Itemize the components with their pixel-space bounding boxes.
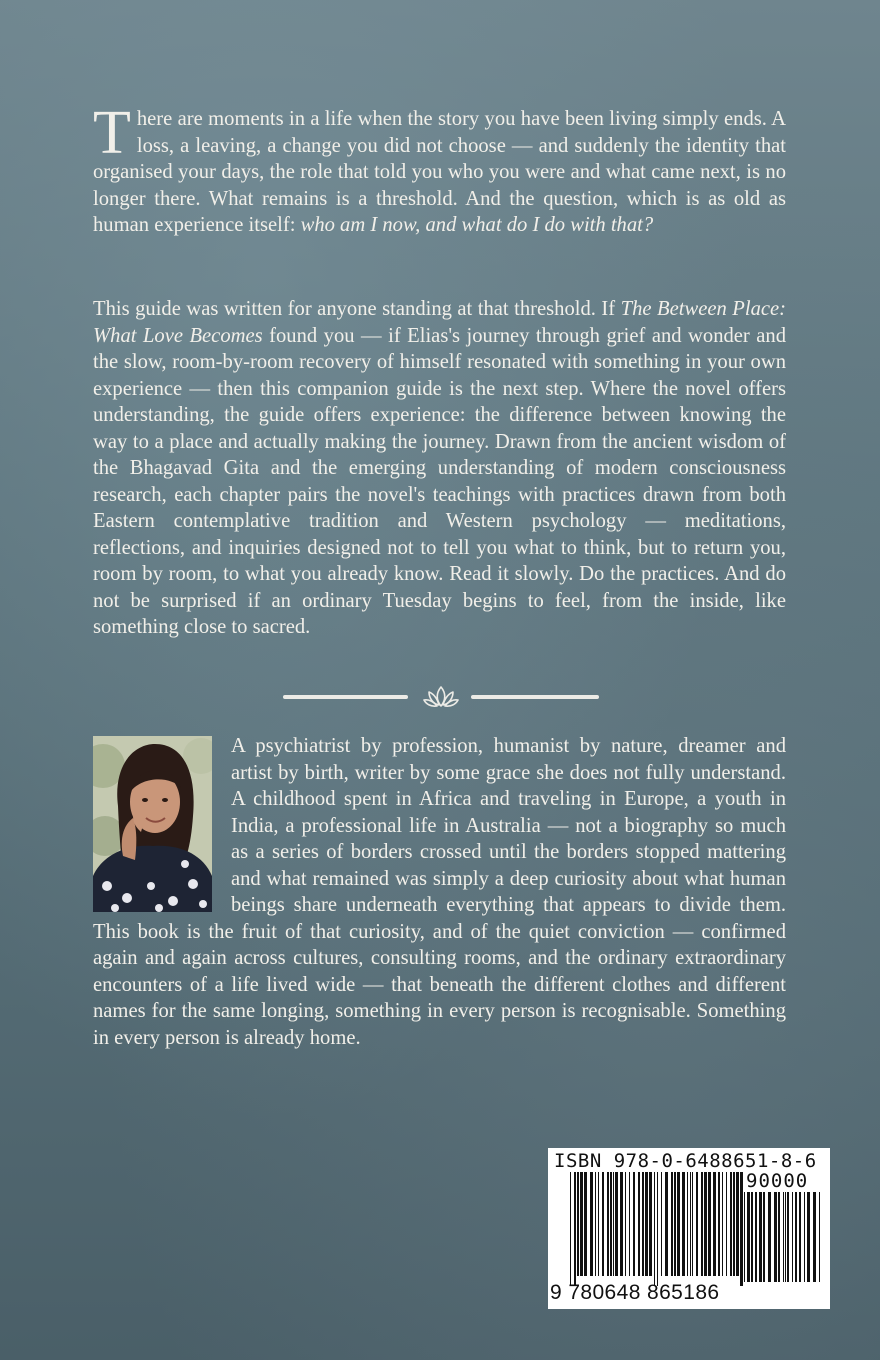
intro-paragraph-1-text: here are moments in a life when the story you have been living simply ends. A loss, a leaving, a change you did not choose — and suddenly the identity that organised your days, the role that told you who you were and what came next, is no longer there. What remains is a threshold. And the question, which is as old as human experience itself: [93, 108, 786, 236]
barcode-bar [633, 1172, 635, 1276]
divider-line-left [283, 695, 408, 699]
barcode-bar [733, 1172, 735, 1276]
barcode-bar [747, 1192, 750, 1282]
barcode-bar [595, 1172, 596, 1276]
barcode-bar [785, 1192, 786, 1282]
barcode-bar [759, 1192, 762, 1282]
barcode-bar [690, 1172, 691, 1276]
barcode-bar [598, 1172, 599, 1276]
barcode-bar [701, 1172, 703, 1276]
price-code: 90000 [746, 1170, 809, 1192]
divider-line-right [471, 695, 599, 699]
novel-title: The Between Place: What Love Becomes [93, 298, 787, 347]
barcode-bar [629, 1172, 630, 1276]
barcode-bar [687, 1172, 688, 1276]
barcode-bar [736, 1172, 739, 1276]
drop-cap: T [93, 99, 131, 167]
barcode-bar [726, 1172, 727, 1276]
barcode-bar [602, 1172, 604, 1276]
author-section [93, 733, 786, 1051]
barcode-bar [674, 1172, 676, 1276]
barcode-bar [792, 1192, 793, 1282]
barcode-bar [778, 1192, 780, 1282]
intro-paragraph-2-body: found you — if Elias's journey through grief and wonder and the slow, room-by-room recovery of himself resonated with something in your own experience — then this companion guide is the next step. Where the novel offers understanding, the guide offers experience: the difference between knowing the way to a place and actually making the journey. Drawn from the ancient wisdom of the Bhagavad Gita and the emerging understanding of modern consciousness research, each chapter pairs the novel's teachings with practices drawn from both Eastern contemplative tradition and Western psychology — meditations, reflections, and inquiries designed not to tell you what to think, but to return you, room by room, to what you already know. Read it slowly. Do the practices. And do not be surprised if an ordinary Tuesday begins to feel, from the inside, like something close to sacred. [93, 324, 786, 638]
barcode-bar [610, 1172, 612, 1276]
barcode-bar [740, 1172, 743, 1286]
barcode-bar [574, 1172, 576, 1286]
barcode-bar [813, 1192, 816, 1282]
barcode-bar [657, 1172, 658, 1286]
barcode-bar [713, 1172, 716, 1276]
barcode-bar [625, 1172, 626, 1276]
barcode-bar [671, 1172, 673, 1276]
barcode-bar [590, 1172, 593, 1276]
intro-paragraph-2 [93, 296, 786, 641]
barcode-bar [570, 1172, 571, 1286]
barcode-bar [649, 1172, 652, 1276]
barcode-bar [615, 1172, 618, 1276]
intro-paragraph-2-lead: This guide was written for anyone standing at that threshold. If [93, 298, 621, 320]
barcode-bar [795, 1192, 797, 1282]
barcode-bar [584, 1172, 587, 1276]
barcode-bar [718, 1172, 720, 1276]
intro-question: who am I now, and what do I do with that? [300, 214, 654, 236]
barcode-bar [696, 1172, 698, 1276]
barcode-bar [654, 1172, 655, 1286]
barcode-bar [807, 1192, 810, 1282]
barcode-bar [819, 1192, 820, 1282]
barcode-bar [677, 1172, 680, 1276]
lotus-icon [423, 683, 459, 711]
author-bio: A psychiatrist by profession, humanist by nature, dreamer and artist by birth, writer by some grace she does not fully understand. A childhood spent in Africa and traveling in Europe, a youth in India, a professional life in Australia — not a biography so much as a series of borders crossed until the borders stopped mattering and what remained was simply a deep curiosity about what human beings share underneath everything that appears to divide them. This book is the fruit of that curiosity, and of the quiet conviction — confirmed again and again across cultures, consulting rooms, and the ordinary extraordinary encounters of a life lived wide — that beneath the different clothes and different names for the same longing, something in every person is recognisable. Something in every person is already home. [93, 735, 786, 1049]
barcode-bar [645, 1172, 648, 1276]
barcode-bar [708, 1172, 711, 1276]
barcode-bar [620, 1172, 623, 1276]
barcode-bar [768, 1192, 771, 1282]
barcode-bar [682, 1172, 685, 1276]
barcode-bar [763, 1192, 765, 1282]
barcode-bar [804, 1192, 805, 1282]
ean13-bars [570, 1172, 744, 1288]
intro-paragraph-1 [93, 99, 786, 239]
price-addon-bars [744, 1192, 824, 1284]
barcode-bar [692, 1172, 693, 1276]
barcode-bar [613, 1172, 614, 1276]
barcode-bar [665, 1172, 668, 1276]
barcode-bar [751, 1192, 753, 1282]
barcode-bar [730, 1172, 732, 1276]
barcode-bar [744, 1192, 745, 1282]
barcode-bar [722, 1172, 723, 1276]
barcode-bar [774, 1192, 777, 1282]
barcode-bar [783, 1192, 784, 1282]
barcode-bar [755, 1192, 757, 1282]
barcode-bar [642, 1172, 644, 1276]
ornamental-divider [283, 683, 599, 711]
barcode-bar [704, 1172, 707, 1276]
isbn-barcode [548, 1148, 830, 1309]
author-photo [93, 736, 212, 912]
barcode-bar [580, 1172, 583, 1276]
isbn-label: ISBN 978-0-6488651-8-6 [554, 1150, 817, 1172]
barcode-bar [607, 1172, 609, 1276]
barcode-bar [661, 1172, 662, 1276]
barcode-bar [638, 1172, 640, 1276]
ean-digits: 9 780648 865186 [550, 1281, 720, 1304]
barcode-bar [787, 1192, 789, 1282]
barcode-bar [799, 1192, 801, 1282]
barcode-bar [577, 1172, 579, 1276]
